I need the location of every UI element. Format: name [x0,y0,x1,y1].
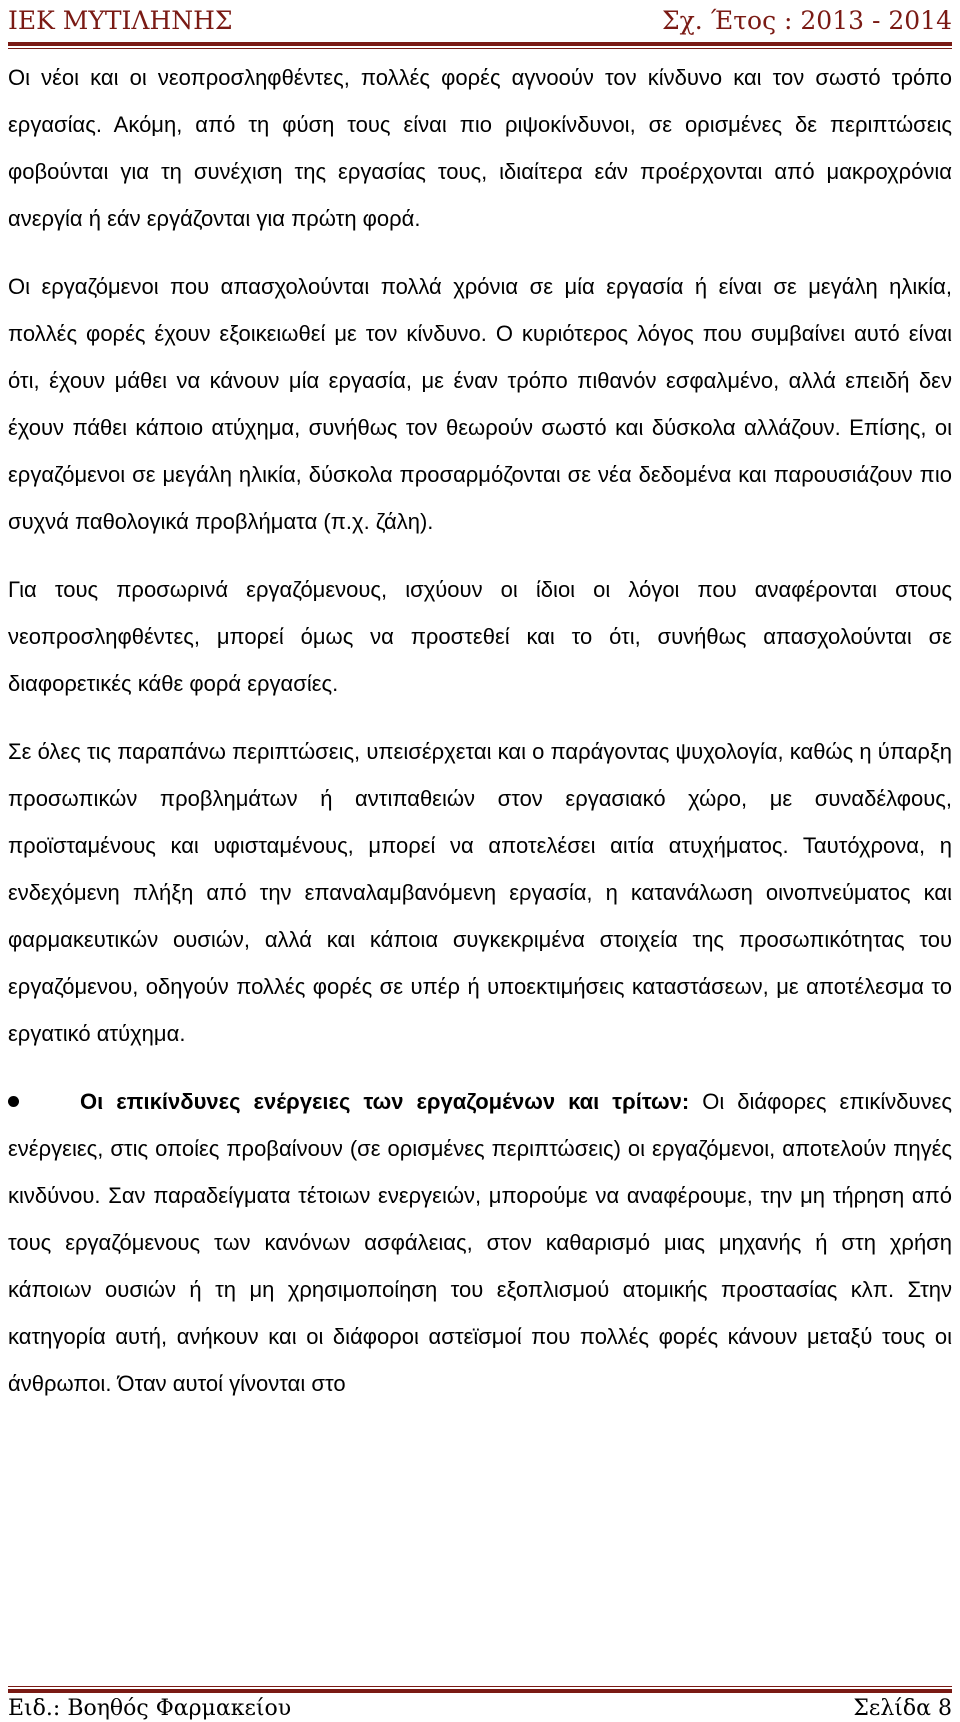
header-rule-thick [8,42,952,46]
footer-specialty: Ειδ.: Βοηθός Φαρμακείου [8,1695,292,1721]
bullet-icon [8,1096,19,1107]
bullet-title: Οι επικίνδυνες ενέργειες των εργαζομένων και τρίτων: [80,1089,690,1114]
bullet-text: Οι διάφορες επικίνδυνες ενέργειες, στις οποίες προβαίνουν (σε ορισμένες περιπτώσεις) οι εργαζόμενοι, αποτελούν πηγές κινδύνου. Σαν παραδείγματα τέτοιων ενεργειών, μπορούμε να αναφέρουμε, την μη τήρηση από τους εργαζόμενους των κανόνων ασφάλειας, στον καθαρισμό μιας μηχανής ή στη χρήση κάποιων ουσιών ή τη μη χρησιμοποίηση του εξοπλισμού ατομικής προστασίας κλπ. Στην κατηγορία αυτή, ανήκουν και οι διάφοροι αστεϊσμοί που πολλές φορές κάνουν μεταξύ τους οι άνθρωποι. Όταν αυτοί γίνονται στο [8,1089,952,1396]
paragraph-psychology: Σε όλες τις παραπάνω περιπτώσεις, υπεισέρχεται και ο παράγοντας ψυχολογία, καθώς η ύπαρξη προσωπικών προβλημάτων ή αντιπαθειών στον εργασιακό χώρο, με συναδέλφους, προϊσταμένους και υφισταμένους, μπορεί να αποτελέσει αιτία ατυχήματος. Ταυτόχρονα, η ενδεχόμενη πλήξη από την επαναλαμβανόμενη εργασία, η κατανάλωση οινοπνεύματος και φαρμακευτικών ουσιών, αλλά και κάποια συγκεκριμένα στοιχεία της προσωπικότητας του εργαζόμενου, οδηγούν πολλές φορές σε υπέρ ή υποεκτιμήσεις καταστάσεων, με αποτέλεσμα το εργατικό ατύχημα. [8,739,952,1046]
page-header [8,0,952,40]
footer-rule-thick [8,1689,952,1693]
header-school-year: Σχ. Έτος : 2013 - 2014 [661,5,952,35]
document-body [8,54,952,1428]
header-school-name: ΙΕΚ ΜΥΤΙΛΗΝΗΣ [8,5,233,35]
paragraph-new-employees: Οι νέοι και οι νεοπροσληφθέντες, πολλές φορές αγνοούν τον κίνδυνο και τον σωστό τρόπο εργασίας. Ακόμη, από τη φύση τους είναι πιο ριψοκίνδυνοι, σε ορισμένες δε περιπτώσεις φοβούνται για τη συνέχιση της εργασίας τους, ιδιαίτερα εάν προέρχονται από μακροχρόνια ανεργία ή εάν εργάζονται για πρώτη φορά. [8,65,952,231]
paragraph-senior-employees: Οι εργαζόμενοι που απασχολούνται πολλά χρόνια σε μία εργασία ή είναι σε μεγάλη ηλικία, πολλές φορές έχουν εξοικειωθεί με τον κίνδυνο. Ο κυριότερος λόγος που συμβαίνει αυτό είναι ότι, έχουν μάθει να κάνουν μία εργασία, με έναν τρόπο πιθανόν εσφαλμένο, αλλά επειδή δεν έχουν πάθει κάποιο ατύχημα, συνήθως τον θεωρούν σωστό και δύσκολα αλλάζουν. Επίσης, οι εργαζόμενοι σε μεγάλη ηλικία, δύσκολα προσαρμόζονται σε νέα δεδομένα και παρουσιάζουν πιο συχνά παθολογικά προβλήματα (π.χ. ζάλη). [8,274,952,534]
bullet-item-dangerous-actions [8,1078,952,1407]
header-rule-thin [8,48,952,49]
footer-rule-thin [8,1686,952,1687]
paragraph-temporary-employees: Για τους προσωρινά εργαζόμενους, ισχύουν οι ίδιοι οι λόγοι που αναφέρονται στους νεοπροσληφθέντες, μπορεί όμως να προστεθεί και το ότι, συνήθως απασχολούνται σε διαφορετικές κάθε φορά εργασίες. [8,577,952,696]
footer-page-number: Σελίδα 8 [853,1695,952,1721]
page-footer [8,1694,952,1722]
